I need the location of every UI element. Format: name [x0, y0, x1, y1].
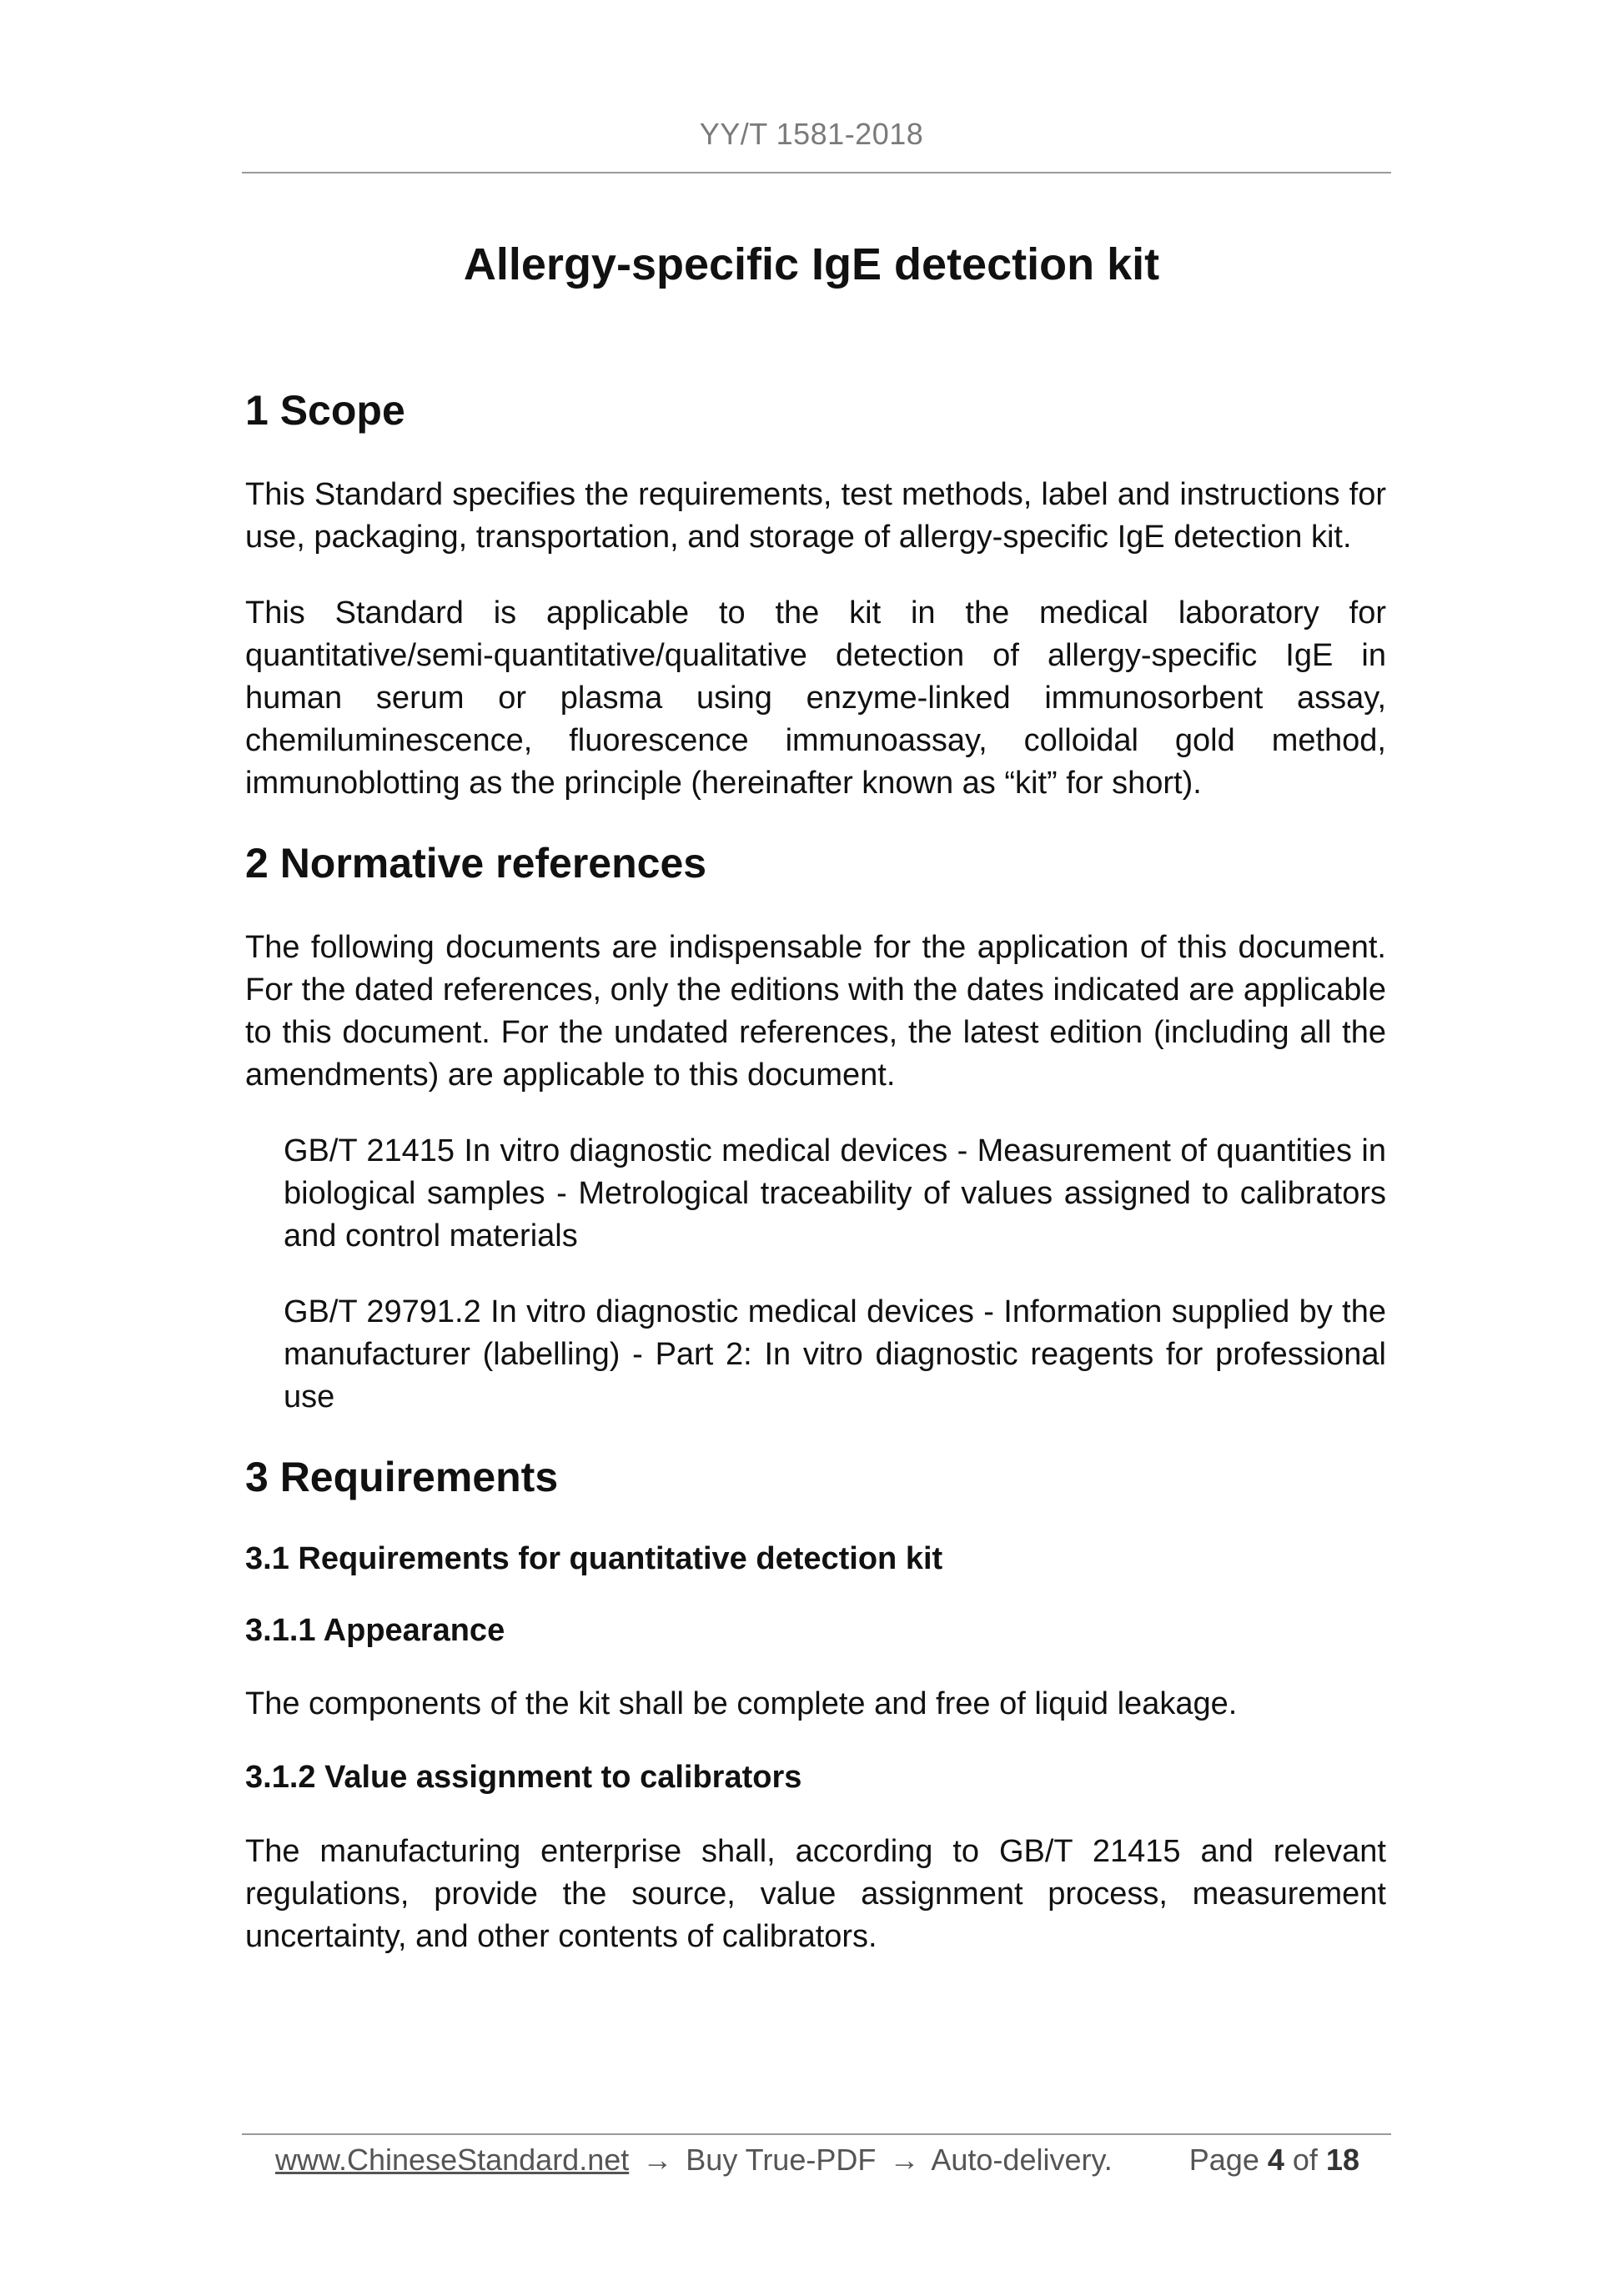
document-body: [245, 385, 1386, 1992]
reference-item-gbt-29791-2: GB/T 29791.2 In vitro diagnostic medical devices - Information supplied by the manufacturer (labelling) - Part 2: In vitro diagnostic reagents for professional use: [284, 1294, 1386, 1414]
scope-paragraph-2: This Standard is applicable to the kit in the medical laboratory for quantitative/semi-quantitative/qualitative detection of allergy-specific IgE in human serum or plasma using enzyme-linked immunosorbent assay, chemiluminescence, fluorescence immunoassay, colloidal gold method, immunoblotting as the principle (hereinafter known as “kit” for short).: [245, 595, 1386, 801]
scope-paragraph-1: This Standard specifies the requirements, test methods, label and instructions for use, packaging, transportation, and storage of allergy-specific IgE detection kit.: [245, 477, 1386, 555]
standard-code-header: YY/T 1581-2018: [699, 117, 924, 151]
subsection-heading-3-1-2: 3.1.2 Value assignment to calibrators: [245, 1760, 802, 1796]
appearance-paragraph: The components of the kit shall be complete and free of liquid leakage.: [245, 1686, 1238, 1722]
buy-true-pdf-text: Buy True-PDF: [686, 2143, 877, 2177]
arrow-right-icon: →: [889, 2143, 920, 2177]
page-label: Page: [1188, 2143, 1259, 2177]
reference-item-gbt-21415: GB/T 21415 In vitro diagnostic medical devices - Measurement of quantities in biological samples - Metrological traceability of values assigned to calibrators and control materials: [284, 1133, 1386, 1254]
normative-paragraph: The following documents are indispensable for the application of this document. For the dated references, only the editions with the dates indicated are applicable to this document. For the undated references, the latest edition (including all the amendments) are applicable to this document.: [245, 930, 1386, 1093]
page-number: [1189, 2135, 1359, 2185]
document-title: Allergy-specific IgE detection kit: [463, 239, 1160, 289]
section-heading-requirements: 3 Requirements: [245, 1454, 559, 1500]
page-current: 4: [1267, 2143, 1284, 2177]
site-link[interactable]: www.ChineseStandard.net: [275, 2143, 630, 2177]
page-total: 18: [1325, 2143, 1359, 2177]
auto-delivery-text: Auto-delivery.: [931, 2143, 1113, 2177]
subsection-heading-3-1-1: 3.1.1 Appearance: [245, 1612, 505, 1648]
arrow-right-icon: →: [642, 2143, 673, 2177]
header-divider: [242, 172, 1391, 173]
section-heading-scope: 1 Scope: [245, 387, 405, 434]
page-footer: [275, 2135, 1359, 2185]
of-label: of: [1292, 2143, 1318, 2177]
calibrators-paragraph: The manufacturing enterprise shall, according to GB/T 21415 and relevant regulations, provide the source, value assignment process, measurement uncertainty, and other contents of calibrators.: [245, 1833, 1386, 1954]
subsection-heading-3-1: 3.1 Requirements for quantitative detection kit: [245, 1541, 943, 1576]
section-heading-normative-references: 2 Normative references: [245, 840, 707, 887]
